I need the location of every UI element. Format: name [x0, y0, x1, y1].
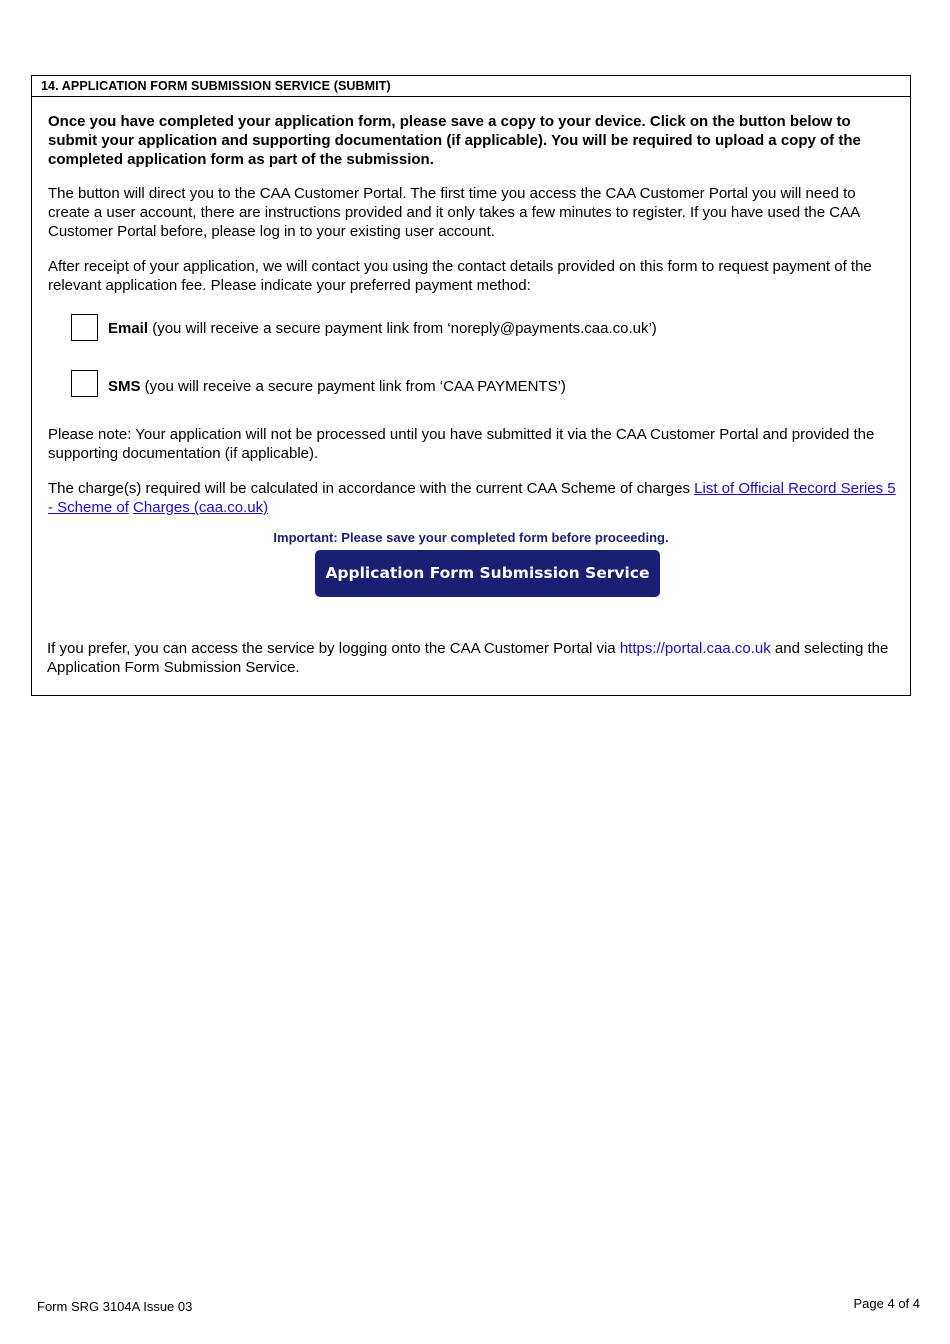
processing-note: Please note: Your application will not be processed until you have submitted it via the CAA Customer Portal and provided the supporting documentation (if applicable). — [48, 426, 875, 463]
sms-option — [108, 377, 566, 396]
page-number: Page 4 of 4 — [853, 1296, 920, 1311]
charges-caa-link[interactable]: Charges (caa.co.uk) — [133, 499, 269, 517]
scheme-of-charges-link[interactable]: List of Official Record Series 5 - Scheme of — [48, 480, 896, 517]
payment-intro: After receipt of your application, we will contact you using the contact details provided on this form to request payment of the relevant application fee. Please indicate your preferred payment method: — [48, 258, 872, 295]
important-notice: Important: Please save your completed form before proceeding. — [273, 530, 669, 545]
charges-paragraph — [48, 479, 900, 517]
sms-checkbox[interactable] — [71, 370, 98, 397]
alternative-access — [47, 639, 899, 677]
submission-section — [31, 75, 911, 696]
intro-instructions: Once you have completed your application form, please save a copy to your device. Click on the button below to submit your application and supporting documentation (if applicable). You will be required to upload a copy of the completed application form as part of the submission. — [48, 113, 861, 169]
email-checkbox[interactable] — [71, 314, 98, 341]
charges-text: The charge(s) required will be calculated in accordance with the current CAA Scheme of charges — [48, 480, 695, 497]
sms-option-description: (you will receive a secure payment link from ‘CAA PAYMENTS’) — [140, 378, 566, 395]
email-option — [108, 319, 657, 338]
alt-access-suffix: and selecting the Application Form Submission Service. — [47, 640, 889, 677]
alt-access-text: If you prefer, you can access the service by logging onto the CAA Customer Portal via — [47, 640, 620, 657]
submission-service-button[interactable]: Application Form Submission Service — [315, 550, 660, 597]
email-option-label: Email — [108, 320, 149, 337]
portal-info: The button will direct you to the CAA Customer Portal. The first time you access the CAA Customer Portal you will need to create a user account, there are instructions provided and it only takes a few minutes to register. If you have used the CAA Customer Portal before, please log in to your existing user account. — [48, 185, 860, 241]
section-title: 14. APPLICATION FORM SUBMISSION SERVICE (SUBMIT) — [32, 76, 910, 97]
form-identifier: Form SRG 3104A Issue 03 — [37, 1299, 193, 1314]
portal-link[interactable]: https://portal.caa.co.uk — [619, 640, 771, 657]
sms-option-label: SMS — [108, 378, 141, 395]
email-option-description: (you will receive a secure payment link from ‘noreply@payments.caa.co.uk’) — [148, 320, 657, 337]
